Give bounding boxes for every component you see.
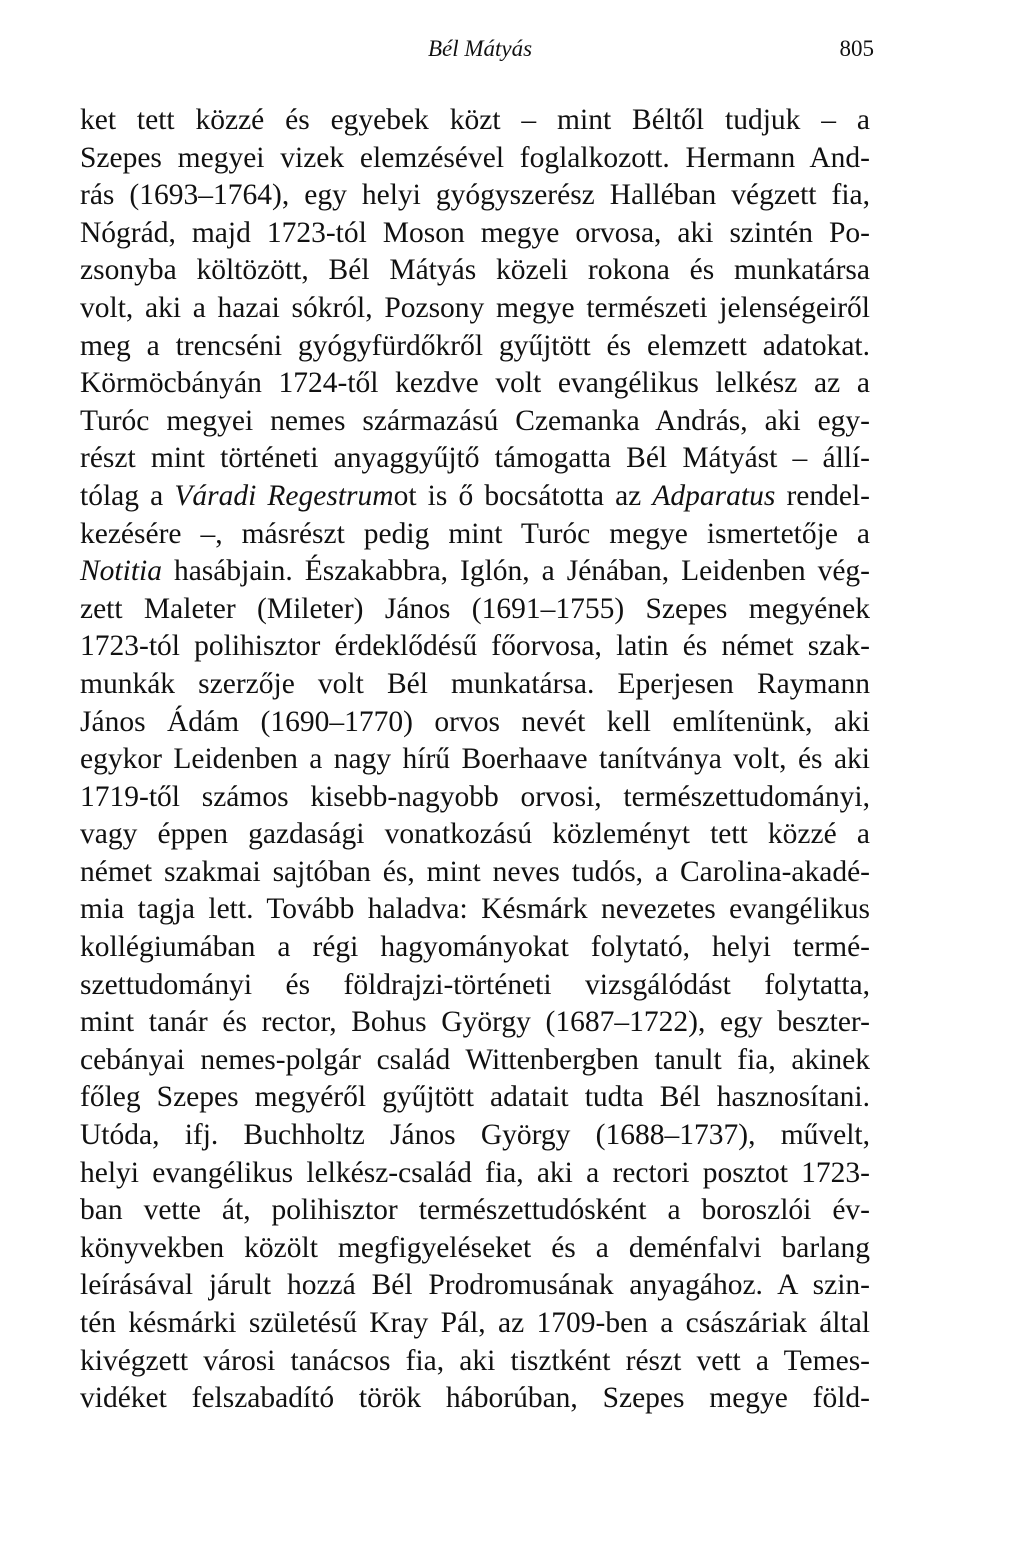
text-line: vidéket felszabadító török háborúban, Szepes megye föld-	[80, 1382, 870, 1415]
text-line: cebányai nemes-polgár család Wittenbergben tanult fia, akinek	[80, 1043, 870, 1076]
text-line-with-title	[80, 553, 870, 591]
text-line-with-titles	[80, 478, 870, 516]
text-line: meg a trencséni gyógyfürdőkről gyűjtött és elemzett adatokat.	[80, 329, 870, 362]
text-line: Nógrád, majd 1723-tól Moson megye orvosa, aki szintén Po-	[80, 216, 870, 249]
text-line: vagy éppen gazdasági vonatkozású közleményt tett közzé a	[80, 818, 870, 851]
text-line: főleg Szepes megyéről gyűjtött adatait tudta Bél hasznosítani.	[80, 1081, 870, 1114]
text-line: leírásával járult hozzá Bél Prodromusának anyagához. A szin-	[80, 1269, 870, 1302]
text-line: kivégzett városi tanácsos fia, aki tisztként részt vett a Temes-	[80, 1344, 870, 1377]
text-line: egykor Leidenben a nagy hírű Boerhaave tanítványa volt, és aki	[80, 743, 870, 776]
text-line: munkák szerzője volt Bél munkatársa. Eperjesen Raymann	[80, 667, 870, 700]
text-line: János Ádám (1690–1770) orvos nevét kell említenünk, aki	[80, 705, 870, 738]
text-fragment: tólag a	[80, 479, 175, 512]
text-line: Utóda, ifj. Buchholtz János György (1688–1737), művelt,	[80, 1119, 870, 1152]
page-number: 805	[839, 36, 874, 61]
text-line: kezésére –, másrészt pedig mint Turóc megye ismertetője a	[80, 517, 870, 550]
italic-title-notitia: Notitia	[80, 555, 162, 588]
text-line: részt mint történeti anyaggyűjtő támogatta Bél Mátyást – állí-	[80, 442, 870, 475]
text-line: volt, aki a hazai sókról, Pozsony megye természeti jelenségeiről	[80, 291, 870, 324]
text-line: tén késmárki születésű Kray Pál, az 1709-ben a császáriak által	[80, 1307, 870, 1339]
text-line: ban vette át, polihisztor természettudósként a boroszlói év-	[80, 1194, 870, 1227]
text-line: Turóc megyei nemes származású Czemanka András, aki egy-	[80, 404, 870, 437]
text-line: szettudományi és földrajzi-történeti vizsgálódást folytatta,	[80, 968, 870, 1001]
text-line: rás (1693–1764), egy helyi gyógyszerész Halléban végzett fia,	[80, 179, 870, 212]
text-line: helyi evangélikus lelkész-család fia, aki a rectori posztot 1723-	[80, 1156, 870, 1189]
text-line: zsonyba költözött, Bél Mátyás közeli rokona és munkatársa	[80, 254, 870, 287]
text-line: kollégiumában a régi hagyományokat folytató, helyi termé-	[80, 931, 870, 964]
text-line: 1723-tól polihisztor érdeklődésű főorvosa, latin és német szak-	[80, 630, 870, 663]
text-line: könyvekben közölt megfigyeléseket és a deménfalvi barlang	[80, 1231, 870, 1264]
text-line: mint tanár és rector, Bohus György (1687–1722), egy beszter-	[80, 1006, 870, 1039]
text-line: ket tett közzé és egyebek közt – mint Béltől tudjuk – a	[80, 104, 870, 136]
text-fragment: ot is ő bocsátotta az	[393, 479, 653, 512]
text-line: 1719-től számos kisebb-nagyobb orvosi, természettudományi,	[80, 780, 870, 813]
body-text	[80, 102, 870, 1418]
italic-title-adparatus: Adparatus	[652, 479, 776, 512]
text-line: zett Maleter (Mileter) János (1691–1755) Szepes megyének	[80, 592, 870, 625]
text-line: német szakmai sajtóban és, mint neves tudós, a Carolina-akadé-	[80, 855, 870, 888]
text-line: Körmöcbányán 1724-től kezdve volt evangélikus lelkész az a	[80, 367, 870, 400]
running-title: Bél Mátyás	[427, 36, 533, 61]
text-line: mia tagja lett. Tovább haladva: Késmárk nevezetes evangélikus	[80, 893, 870, 926]
text-fragment: hasábjain. Északabbra, Iglón, a Jénában, Leidenben vég-	[161, 555, 870, 588]
italic-title-varadi-regestrum: Váradi Regestrum	[174, 479, 394, 512]
text-fragment: rendel-	[775, 479, 870, 512]
text-line: Szepes megyei vizek elemzésével foglalkozott. Hermann And-	[80, 141, 870, 174]
running-head	[0, 34, 1024, 64]
